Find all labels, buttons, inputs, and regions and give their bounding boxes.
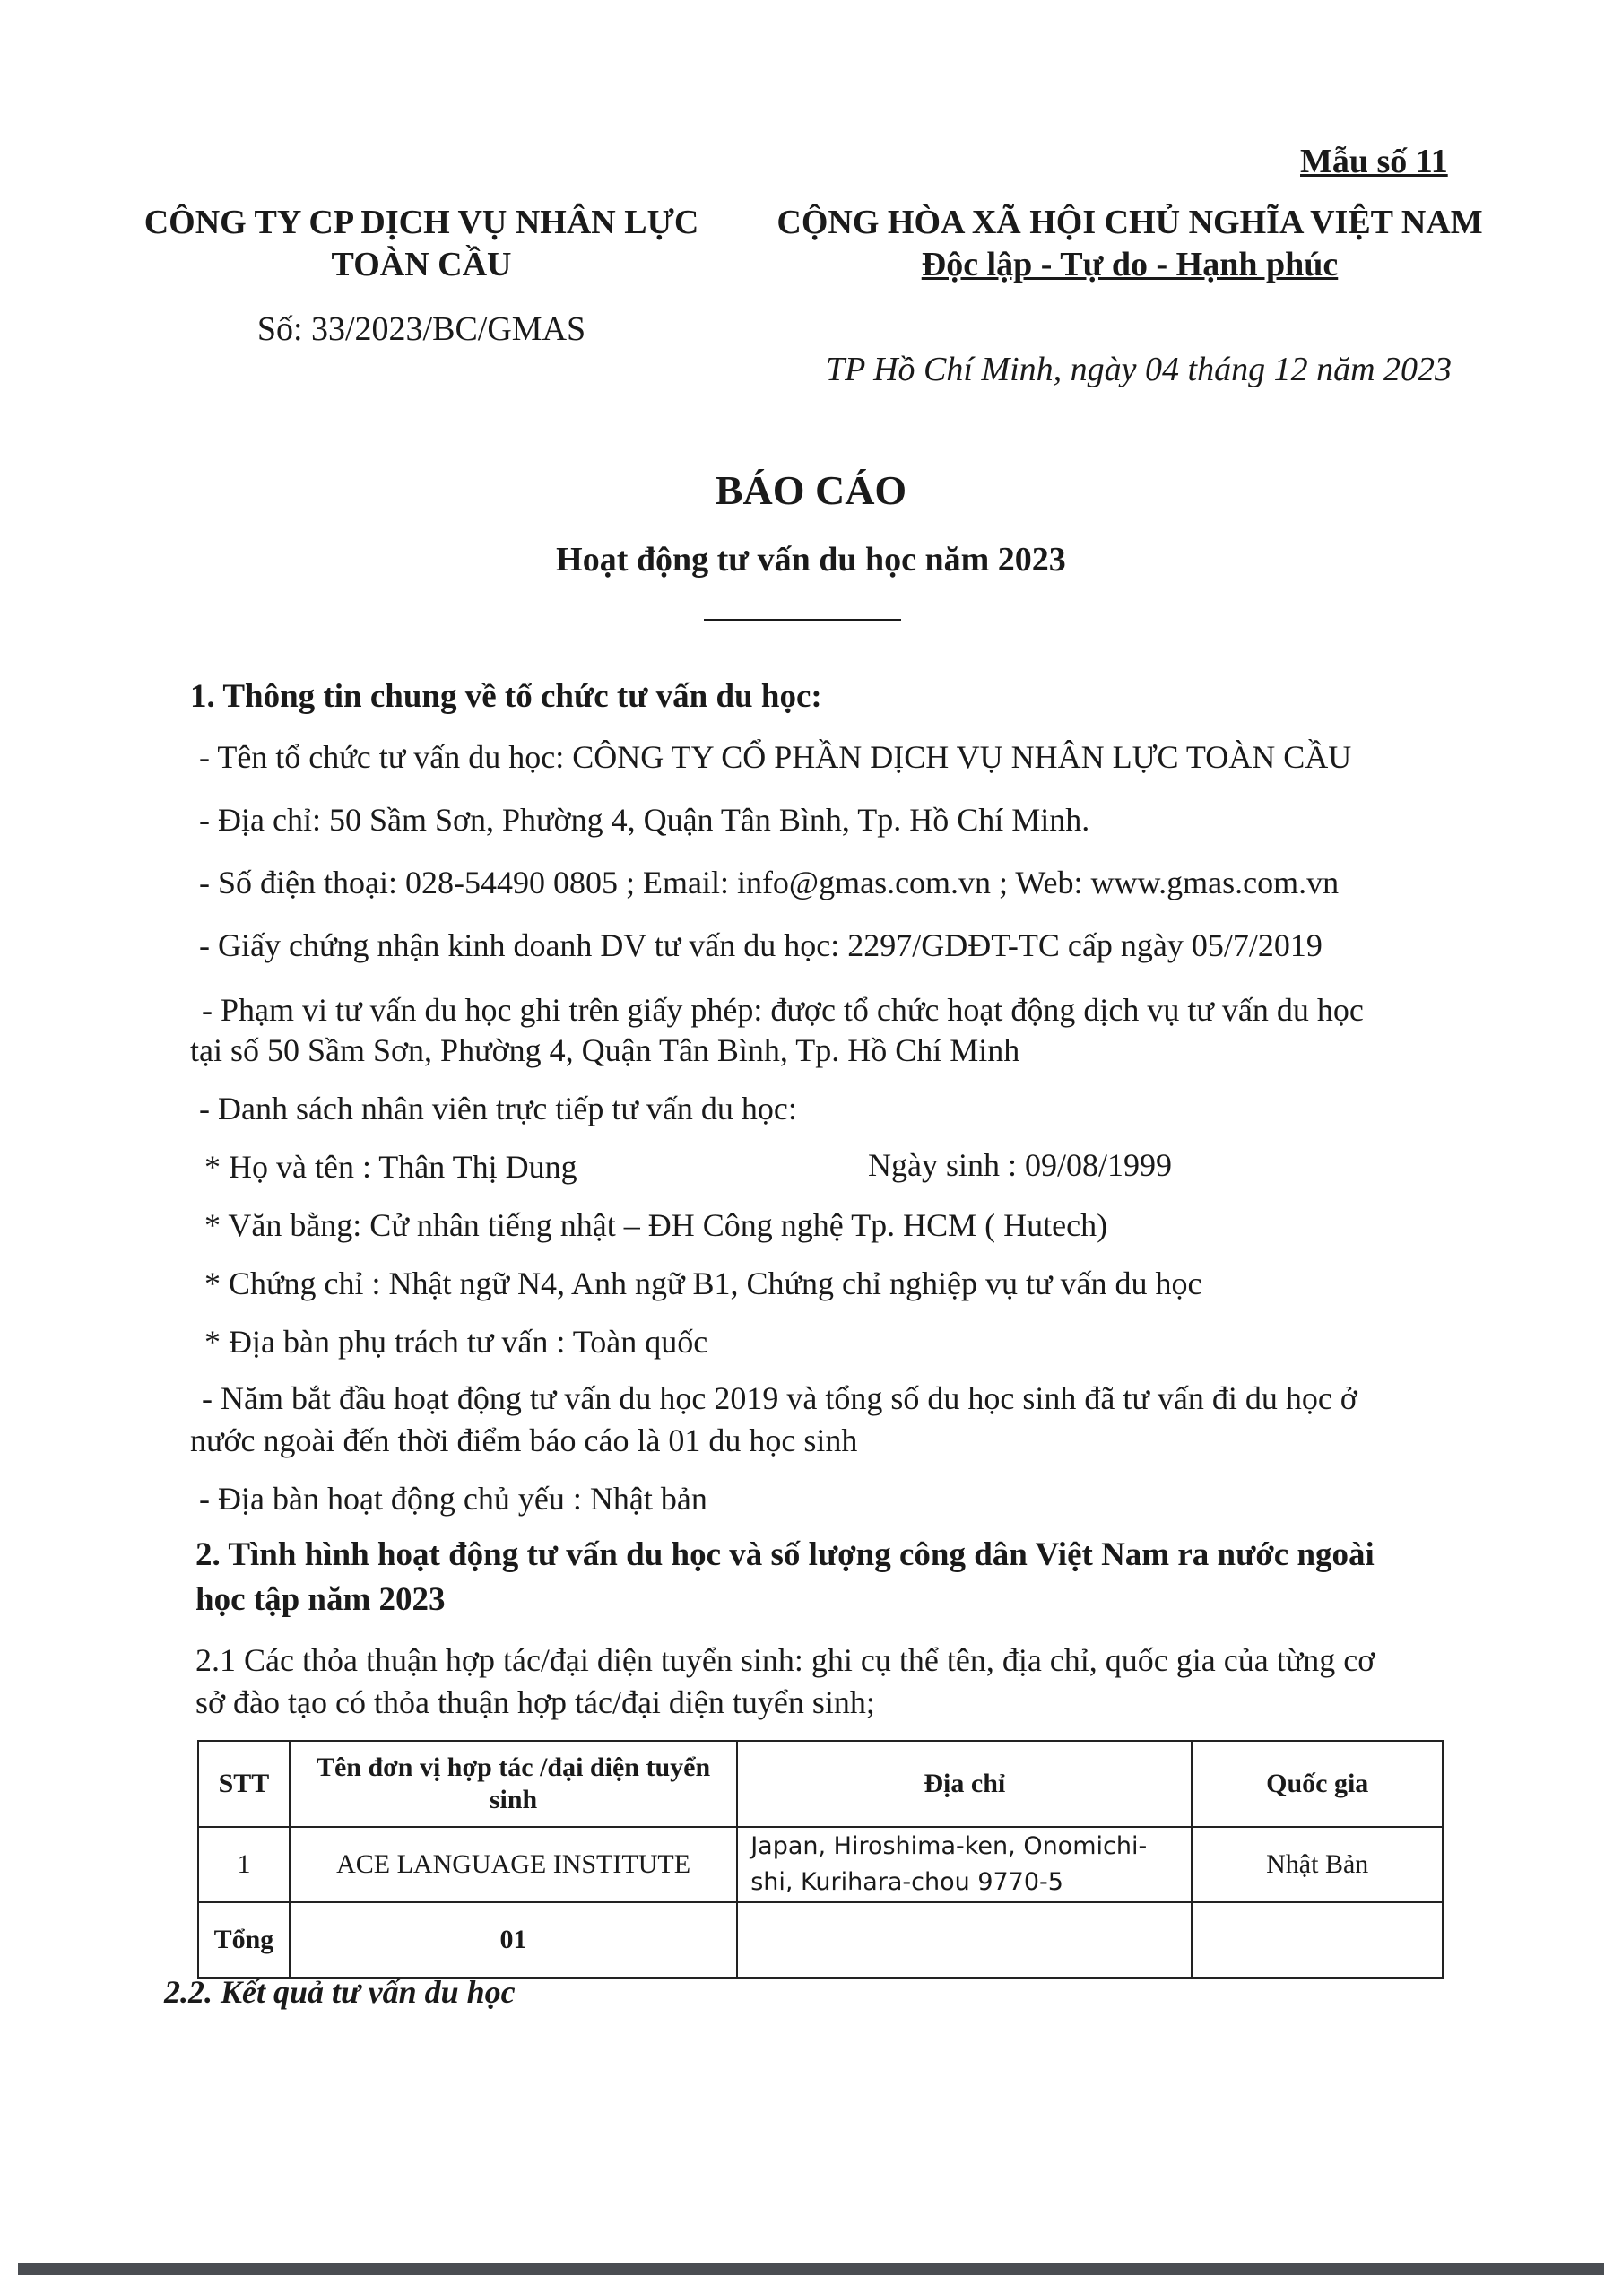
cell-address-line2: shi, Kurihara-chou 9770-5 — [750, 1868, 1063, 1896]
document-number: Số: 33/2023/BC/GMAS — [256, 310, 586, 348]
address-line: - Địa chỉ: 50 Sầm Sơn, Phường 4, Quận Tân Bình, Tp. Hồ Chí Minh. — [199, 802, 1090, 838]
national-motto: Độc lập - Tự do - Hạnh phúc — [921, 246, 1339, 283]
start-year-line-2: nước ngoài đến thời điểm báo cáo là 01 du học sinh — [190, 1422, 858, 1458]
staff-dob: Ngày sinh : 09/08/1999 — [868, 1147, 1172, 1183]
cell-address — [737, 1827, 1192, 1902]
start-year-line-1: - Năm bắt đầu hoạt động tư vấn du học 2019 và tổng số du học sinh đã tư vấn đi du học ở — [202, 1380, 1357, 1416]
section2-heading-line1: 2. Tình hình hoạt động tư vấn du học và số lượng công dân Việt Nam ra nước ngoài — [195, 1536, 1375, 1573]
staff-area: * Địa bàn phụ trách tư vấn : Toàn quốc — [204, 1324, 708, 1360]
company-name-line1: CÔNG TY CP DỊCH VỤ NHÂN LỰC — [143, 204, 699, 241]
cell-country: Nhật Bản — [1192, 1827, 1443, 1902]
cell-total-value: 01 — [290, 1902, 737, 1978]
company-name-line2: TOÀN CẦU — [331, 246, 512, 283]
national-heading — [762, 202, 1497, 286]
table-header-row — [198, 1741, 1443, 1827]
scope-line-1: - Phạm vi tư vấn du học ghi trên giấy phép: được tổ chức hoạt động dịch vụ tư vấn du học — [202, 992, 1364, 1028]
license-line: - Giấy chứng nhận kinh doanh DV tư vấn du học: 2297/GDĐT-TC cấp ngày 05/7/2019 — [199, 927, 1323, 963]
republic-name: CỘNG HÒA XÃ HỘI CHỦ NGHĨA VIỆT NAM — [776, 204, 1483, 241]
section1-heading: 1. Thông tin chung về tổ chức tư vấn du học: — [190, 678, 822, 715]
cell-partner-name: ACE LANGUAGE INSTITUTE — [290, 1827, 737, 1902]
header-address: Địa chỉ — [737, 1741, 1192, 1827]
title-divider — [704, 619, 901, 621]
cell-total-label: Tổng — [198, 1902, 290, 1978]
cooperation-table — [197, 1740, 1444, 1979]
header-partner-name: Tên đơn vị hợp tác /đại diện tuyển sinh — [290, 1741, 737, 1827]
scope-line-2: tại số 50 Sầm Sơn, Phường 4, Quận Tân Bình, Tp. Hồ Chí Minh — [190, 1032, 1020, 1068]
header-stt: STT — [198, 1741, 290, 1827]
table-row — [198, 1827, 1443, 1902]
form-number: Mẫu số 11 — [1300, 143, 1448, 180]
section2-2-heading: 2.2. Kết quả tư vấn du học — [164, 1974, 516, 2010]
place-date: TP Hồ Chí Minh, ngày 04 tháng 12 năm 2023 — [825, 351, 1453, 388]
staff-list-line: - Danh sách nhân viên trực tiếp tư vấn du học: — [199, 1091, 797, 1126]
main-area-line: - Địa bàn hoạt động chủ yếu : Nhật bản — [199, 1481, 707, 1517]
table-total-row — [198, 1902, 1443, 1978]
report-subtitle: Hoạt động tư vấn du học năm 2023 — [556, 541, 1066, 578]
company-name — [117, 202, 726, 286]
report-title: BÁO CÁO — [715, 467, 907, 513]
staff-degree: * Văn bằng: Cử nhân tiếng nhật – ĐH Công nghệ Tp. HCM ( Hutech) — [204, 1207, 1108, 1243]
footer-bar — [18, 2263, 1604, 2275]
cell-address-line1: Japan, Hiroshima-ken, Onomichi- — [750, 1832, 1148, 1860]
section2-1-line2: sở đào tạo có thỏa thuận hợp tác/đại diện tuyển sinh; — [195, 1684, 875, 1720]
header-country: Quốc gia — [1192, 1741, 1443, 1827]
section2-heading-line2: học tập năm 2023 — [195, 1581, 446, 1618]
org-name-line: - Tên tổ chức tư vấn du học: CÔNG TY CỔ PHẦN DỊCH VỤ NHÂN LỰC TOÀN CẦU — [199, 739, 1352, 775]
section2-1-line1: 2.1 Các thỏa thuận hợp tác/đại diện tuyển sinh: ghi cụ thể tên, địa chỉ, quốc gia của từng cơ — [195, 1642, 1375, 1678]
staff-name: * Họ và tên : Thân Thị Dung — [204, 1149, 577, 1185]
cell-stt: 1 — [198, 1827, 290, 1902]
contact-line: - Số điện thoại: 028-54490 0805 ; Email: info@gmas.com.vn ; Web: www.gmas.com.vn — [199, 865, 1340, 900]
staff-certificates: * Chứng chỉ : Nhật ngữ N4, Anh ngữ B1, Chứng chỉ nghiệp vụ tư vấn du học — [204, 1265, 1202, 1301]
cell-total-empty-1 — [737, 1902, 1192, 1978]
cell-total-empty-2 — [1192, 1902, 1443, 1978]
